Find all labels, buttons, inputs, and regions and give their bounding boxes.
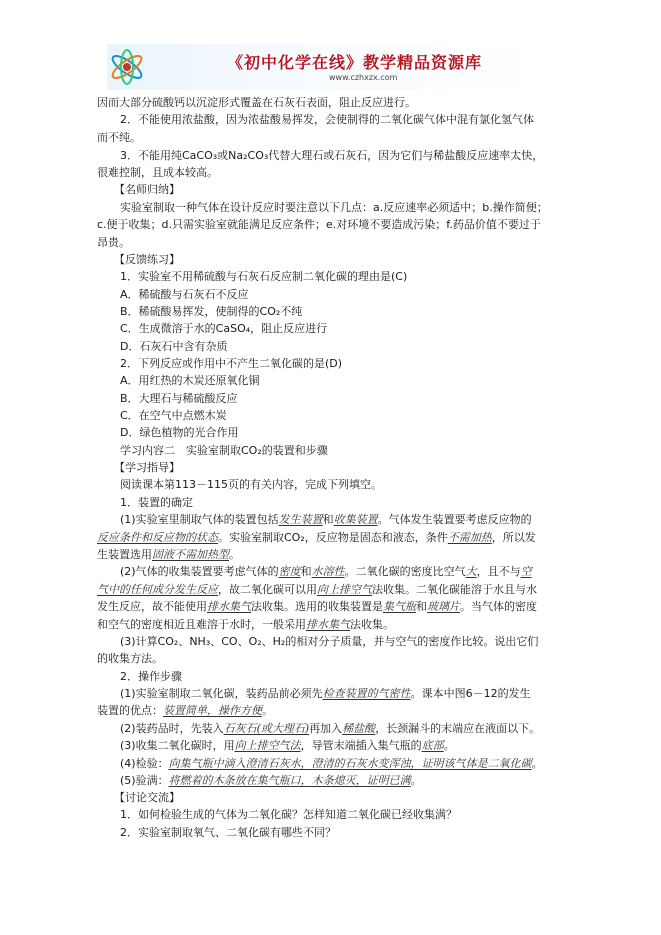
text-segment: A．稀硫酸与石灰石不反应	[120, 288, 249, 301]
text-segment: B．稀硫酸易挥发，使制得的CO₂不纯	[120, 305, 303, 318]
text-segment: 2．操作步骤	[120, 670, 182, 683]
text-segment: A．用红热的木炭还原氧化铜	[120, 374, 260, 387]
text-segment: 。	[410, 774, 422, 787]
text-segment: ，导管末端插入集气瓶的	[300, 739, 422, 752]
text-segment: 和	[300, 565, 312, 578]
question-line	[120, 357, 342, 371]
text-segment: 实验室制取一种气体在设计反应时要注意以下几点：a.反应速率必须适中；b.操作简便；	[120, 201, 548, 214]
text-segment: 1．装置的确定	[120, 496, 193, 509]
paragraph-line	[120, 149, 543, 163]
text-segment: 3．不能用纯CaCO₃或Na₂CO₃代替大理石或石灰石，因为它们与稀盐酸反应速率太快，	[120, 149, 544, 162]
handwritten-answer: 石灰石(或大理石)	[223, 722, 310, 735]
text-segment: 法收集。选用的收集装置是	[251, 600, 383, 613]
text-segment: (3)收集二氧化碳时，用	[120, 739, 235, 752]
text-segment: 。气体发生装置要考虑反应物的	[377, 513, 532, 526]
handwritten-answer: 排水集气	[207, 600, 251, 613]
paragraph-line	[97, 531, 536, 545]
option-line	[120, 409, 227, 423]
paragraph-line	[97, 96, 416, 110]
text-segment: (1)实验室里制取气体的装置包括	[120, 513, 279, 526]
handwritten-answer: 排水集气	[306, 618, 350, 631]
paragraph-line	[120, 670, 182, 684]
paragraph-line	[120, 739, 455, 753]
handwritten-answer: 密度	[278, 565, 301, 578]
text-segment: 再加入	[309, 722, 343, 735]
handwritten-answer: 底部	[421, 739, 444, 752]
handwritten-answer: 大	[465, 565, 477, 578]
text-segment: 生装置选用	[97, 548, 152, 561]
paragraph-line	[120, 113, 534, 127]
text-segment: 阅读课本第113－115页的有关内容，完成下列填空。	[120, 478, 382, 491]
text-segment: 装置的优点：	[97, 704, 163, 717]
option-line	[120, 288, 249, 302]
text-segment: 2．不能使用浓盐酸，因为浓盐酸易挥发，会使制得的二氧化碳气体中混有氯化氢气体	[120, 113, 534, 126]
text-segment: 法收集。	[350, 618, 394, 631]
section-heading	[114, 253, 180, 267]
text-segment: (4)检验：	[120, 757, 169, 770]
option-line	[120, 340, 227, 354]
option-line	[120, 426, 238, 440]
option-line	[120, 374, 260, 388]
text-segment: 而不纯。	[97, 131, 141, 144]
handwritten-answer: 空	[520, 565, 532, 578]
handwritten-answer: 水溶性	[311, 565, 345, 578]
handwritten-answer: 收集装置	[333, 513, 378, 526]
paragraph-line	[120, 757, 543, 771]
handwritten-answer: 向上排空气法	[234, 739, 301, 752]
paragraph-line	[120, 496, 193, 510]
text-segment: 的收集方法。	[97, 652, 163, 665]
handwritten-answer: 气中的任何成分发生反应	[97, 583, 218, 596]
text-segment: 。课本中图6－12的发生	[410, 687, 531, 700]
text-segment: 法收集。二氧化碳能溶于水且与水	[372, 583, 537, 596]
banner-title: 《初中化学在线》教学精品资源库	[227, 53, 483, 72]
section-heading	[120, 444, 328, 458]
text-segment: 。实验室制取CO₂，反应物是固态和液态，条件	[218, 531, 448, 544]
text-segment: 1．实验室不用稀硫酸与石灰石反应制二氧化碳的理由是(C)	[120, 270, 408, 283]
text-segment: ，长颈漏斗的末端应在液面以下。	[375, 722, 541, 735]
text-segment: ，故二氧化碳可以用	[218, 583, 317, 596]
question-line	[120, 808, 457, 822]
handwritten-answer: 稀盐酸	[342, 722, 376, 735]
text-segment: 。	[443, 739, 455, 752]
text-segment: 。	[531, 757, 543, 770]
text-segment: (2)装药品时，先装入	[120, 722, 224, 735]
question-line	[120, 270, 407, 284]
text-segment: 和空气的密度相近且难溶于水时，一般采用	[97, 618, 306, 631]
text-segment: 。	[262, 704, 273, 717]
text-segment: 和	[416, 600, 427, 613]
section-heading	[114, 791, 180, 805]
paragraph-line	[97, 166, 218, 180]
section-heading	[114, 461, 180, 475]
text-segment: 【学习指导】	[114, 461, 180, 474]
text-segment: 1．如何检验生成的气体为二氧化碳？怎样知道二氧化碳已经收集满？	[120, 808, 457, 821]
text-segment: 因而大部分硫酸钙以沉淀形式覆盖在石灰石表面，阻止反应进行。	[97, 96, 416, 109]
text-segment: 发生反应，故不能使用	[97, 600, 207, 613]
paragraph-line	[97, 704, 273, 718]
handwritten-answer: 发生装置	[278, 513, 323, 526]
text-segment: (5)验满：	[120, 774, 169, 787]
handwritten-answer: 检查装置的气密性	[322, 687, 411, 700]
text-segment: 和	[322, 513, 334, 526]
paragraph-line	[97, 236, 130, 250]
question-line	[120, 826, 336, 840]
text-segment: 。二氧化碳的密度比空气	[344, 565, 466, 578]
text-segment: 很难控制，且成本较高。	[97, 166, 218, 179]
handwritten-answer: 向上排空气	[317, 583, 372, 596]
paragraph-line	[120, 513, 532, 527]
text-segment: 2．实验室制取氧气、二氧化碳有哪些不同？	[120, 826, 336, 839]
text-segment: 【反馈练习】	[114, 253, 180, 266]
handwritten-answer: 集气瓶	[383, 600, 416, 613]
paragraph-line	[120, 774, 422, 788]
text-segment: ，所以发	[491, 531, 536, 544]
section-heading	[114, 183, 180, 197]
text-segment: D．绿色植物的光合作用	[120, 426, 239, 439]
option-line	[120, 322, 327, 336]
text-segment: C．在空气中点燃木炭	[120, 409, 227, 422]
text-segment: 。当气体的密度	[460, 600, 537, 613]
text-segment: (3)计算CO₂、NH₃、CO、O₂、H₂的相对分子质量，并与空气的密度作比较。说出它们	[120, 635, 539, 648]
handwritten-answer: 固液不需加热型	[152, 548, 229, 561]
text-segment: ，且不与	[476, 565, 521, 578]
text-segment: c.便于收集；d.只需实验室就能满足反应条件；e.对环境不要造成污染；f.药品价值不要过于	[97, 218, 541, 231]
handwritten-answer: 反应条件和反应物的状态	[97, 531, 218, 544]
header-banner	[107, 44, 548, 90]
paragraph-line	[97, 618, 394, 632]
text-segment: 学习内容二 实验室制取CO₂的装置和步骤	[120, 444, 328, 457]
text-segment: B．大理石与稀硫酸反应	[120, 392, 238, 405]
handwritten-answer: 向集气瓶中滴入澄清石灰水，澄清的石灰水变浑浊，证明该气体是二氧化碳	[168, 757, 532, 770]
paragraph-line	[120, 478, 382, 492]
option-line	[120, 392, 238, 406]
text-segment: 【讨论交流】	[114, 791, 180, 804]
handwritten-answer: 装置简单，操作方便	[163, 704, 262, 717]
text-segment: C．生成微溶于水的CaSO₄，阻止反应进行	[120, 322, 328, 335]
text-segment: 【名师归纳】	[114, 183, 180, 196]
handwritten-answer: 不需加热	[447, 531, 492, 544]
paragraph-line	[120, 687, 531, 701]
text-segment: 2．下列反应或作用中不产生二氧化碳的是(D)	[120, 357, 343, 370]
paragraph-line	[97, 218, 541, 232]
handwritten-answer: 将燃着的木条放在集气瓶口，木条熄灭，证明已满	[168, 774, 411, 787]
text-segment: D．石灰石中含有杂质	[120, 340, 228, 353]
atom-logo-icon	[107, 44, 147, 90]
paragraph-line	[97, 600, 537, 614]
handwritten-answer: 玻璃片	[427, 600, 460, 613]
text-segment: 。	[229, 548, 240, 561]
text-segment: (1)实验室制取二氧化碳，装药品前必须先	[120, 687, 323, 700]
paragraph-line	[97, 548, 240, 562]
paragraph-line	[120, 201, 548, 215]
paragraph-line	[97, 583, 537, 597]
paragraph-line	[97, 131, 141, 145]
text-segment: 昂贵。	[97, 236, 130, 249]
paragraph-line	[97, 652, 163, 666]
banner-url: www.czhxzx.com	[329, 73, 398, 82]
paragraph-line	[120, 635, 538, 649]
paragraph-line	[120, 722, 540, 736]
option-line	[120, 305, 302, 319]
text-segment: (2)气体的收集装置要考虑气体的	[120, 565, 279, 578]
paragraph-line	[120, 565, 532, 579]
